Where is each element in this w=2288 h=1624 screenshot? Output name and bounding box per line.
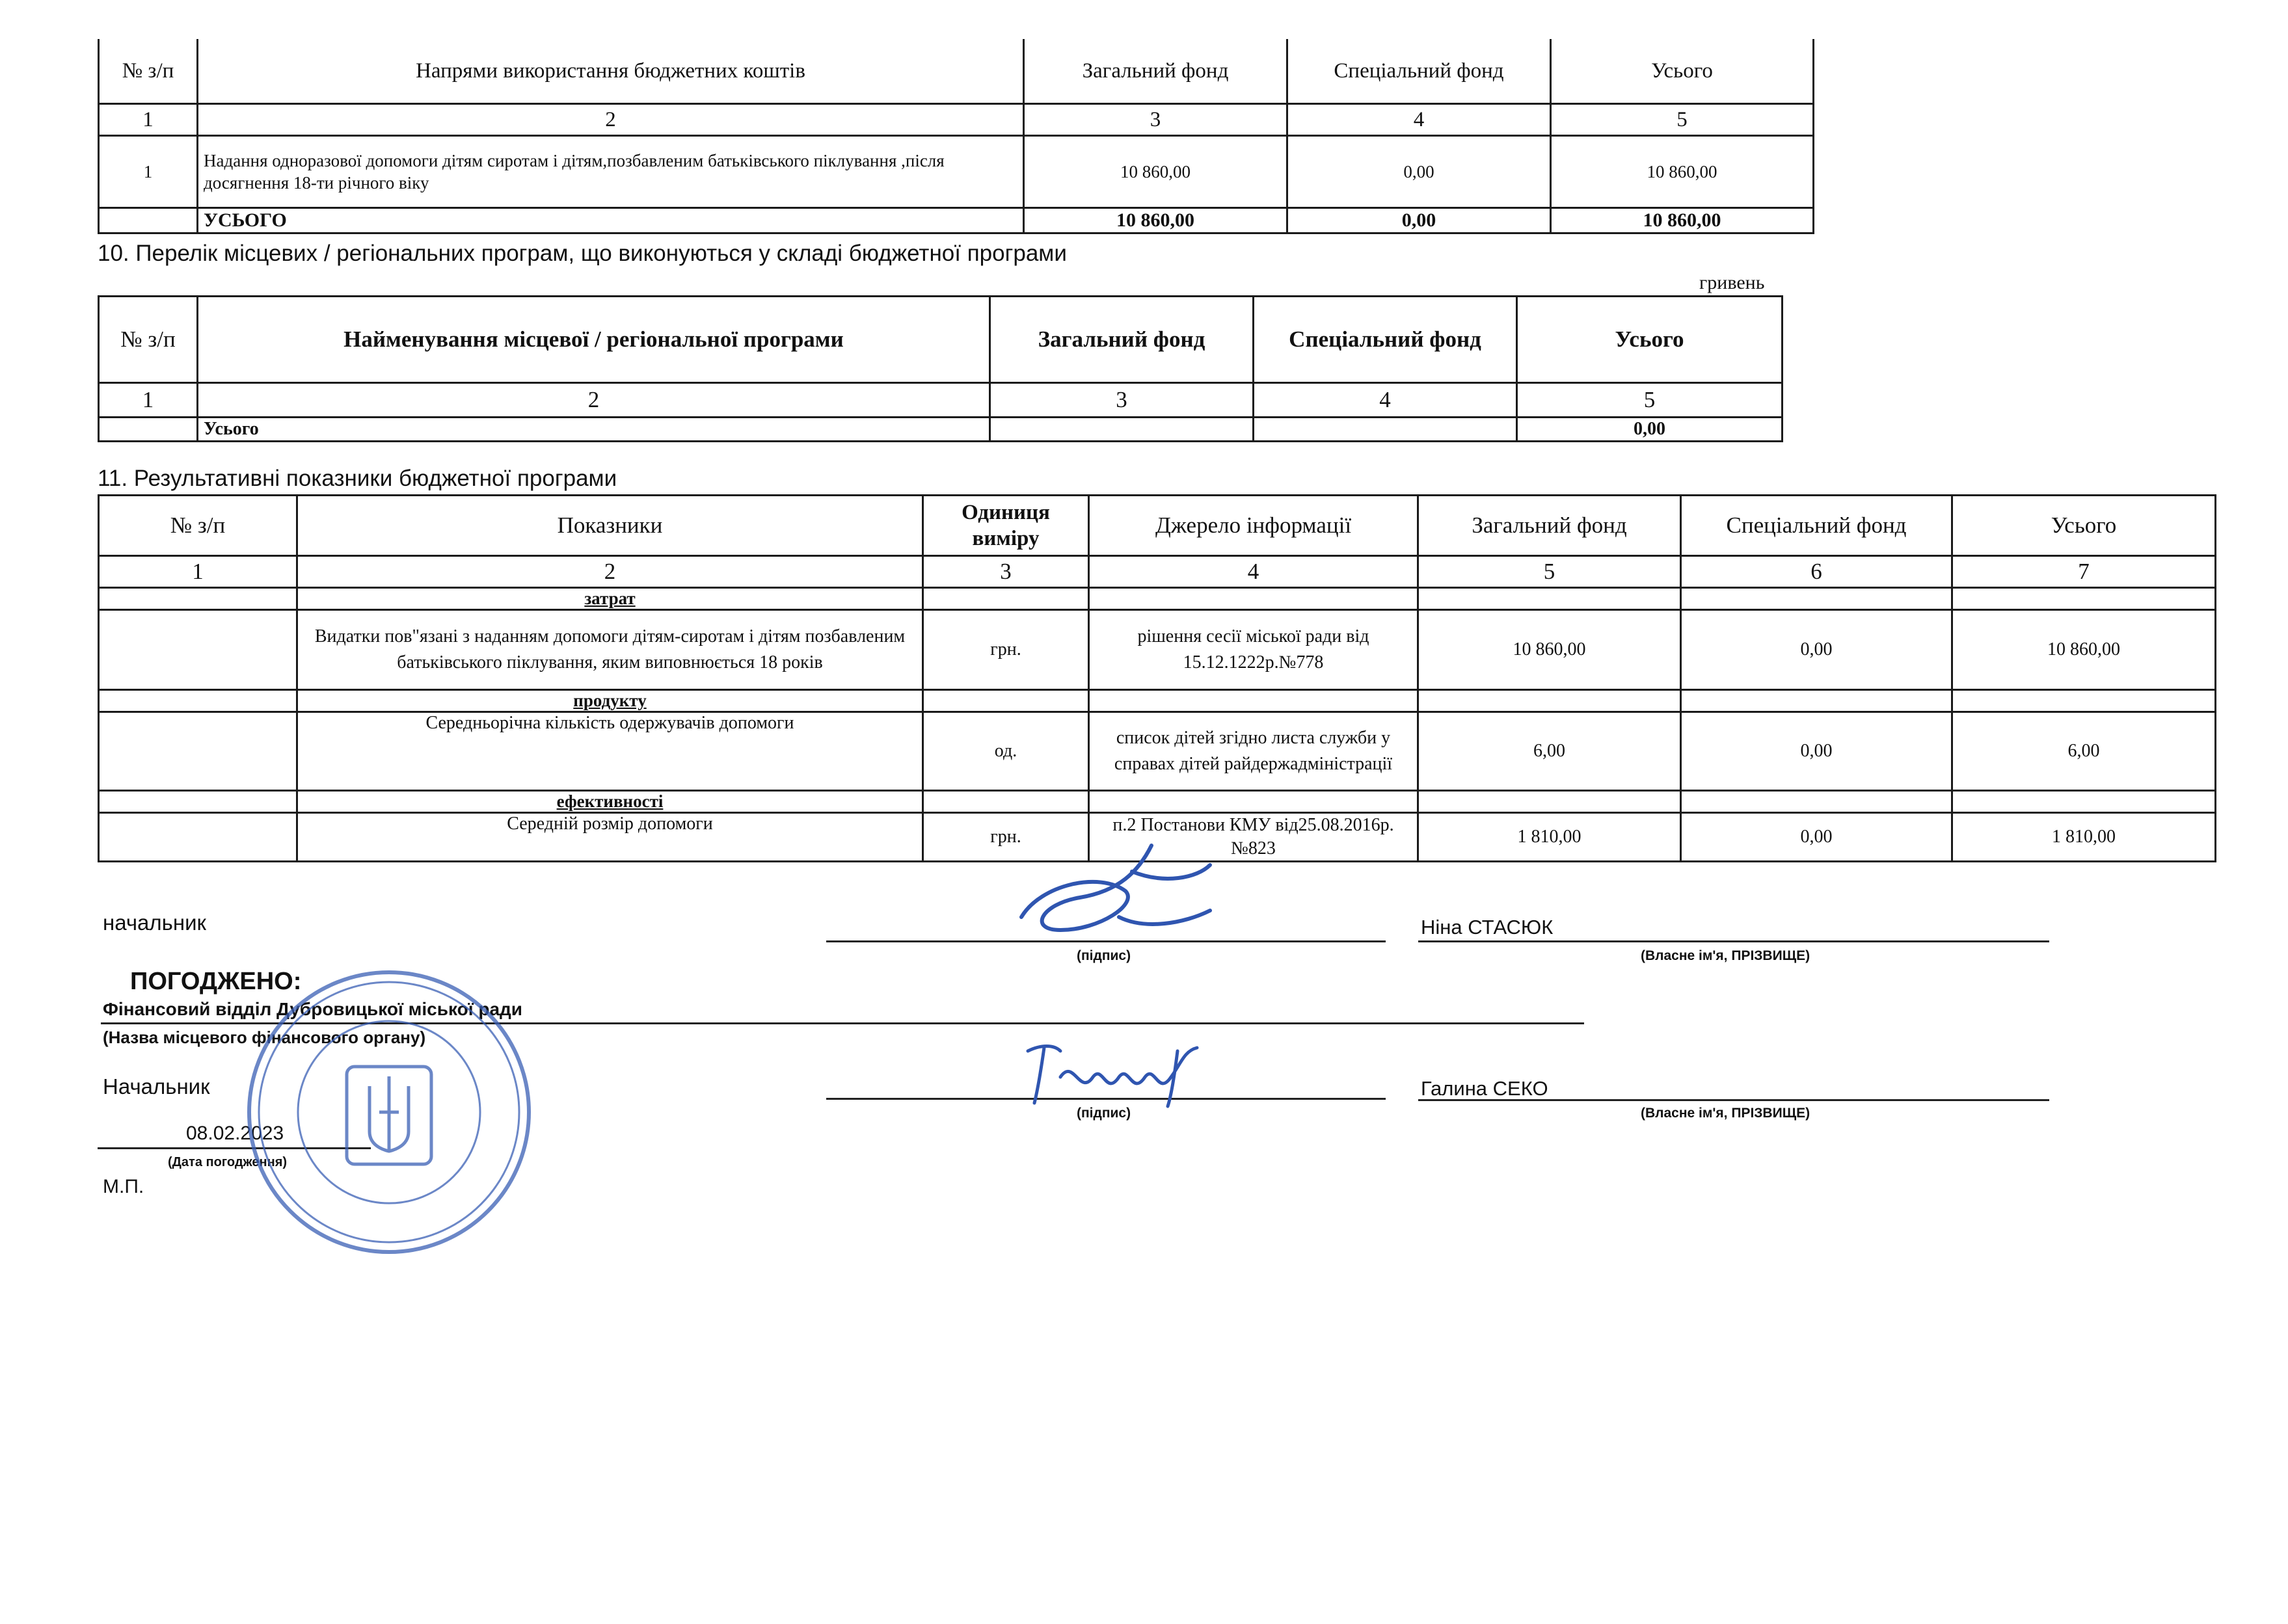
- unit: грн.: [923, 813, 1089, 862]
- unit: грн.: [923, 610, 1089, 690]
- total-row: [99, 418, 1783, 442]
- col-number: 5: [1517, 383, 1783, 418]
- indicator-text: Видатки пов"язані з наданням допомоги дітям-сиротам і дітям позбавленим батьківського піклування, яким виповнюється 18 років: [297, 610, 923, 690]
- row-number: 1: [99, 136, 198, 208]
- indicator-text: Середній розмір допомоги: [297, 813, 923, 862]
- total-fund: 6,00: [1952, 712, 2216, 791]
- table-row: [99, 712, 2216, 791]
- col-header: Найменування місцевої / регіональної програми: [198, 297, 990, 383]
- col-header: Спеціальний фонд: [1287, 39, 1551, 104]
- sign-caption: (підпис): [1077, 948, 1131, 963]
- total-label: УСЬОГО: [198, 208, 1024, 233]
- general-fund: 10 860,00: [1418, 610, 1681, 690]
- name-caption: (Власне ім'я, ПРІЗВИЩЕ): [1641, 948, 1810, 963]
- name-line: [1418, 940, 2049, 942]
- col-number: 6: [1681, 556, 1952, 588]
- total-fund: 10 860,00: [1551, 136, 1814, 208]
- head-label: начальник: [103, 911, 206, 935]
- source: рішення сесії міської ради від 15.12.1222р.№778: [1089, 610, 1418, 690]
- section-name: ефективності: [297, 791, 923, 813]
- section-name: затрат: [297, 588, 923, 610]
- special-fund: 0,00: [1681, 712, 1952, 791]
- col-number: 1: [99, 104, 198, 136]
- section10-title: 10. Перелік місцевих / регіональних програм, що виконуються у складі бюджетної програми: [98, 241, 1067, 266]
- total-special: 0,00: [1287, 208, 1551, 233]
- general-fund: 6,00: [1418, 712, 1681, 791]
- fin-head-name: Галина СЕКО: [1421, 1077, 1548, 1100]
- date-caption: (Дата погодження): [168, 1155, 288, 1169]
- col-number: 4: [1254, 383, 1517, 418]
- col-number: 2: [297, 556, 923, 588]
- col-number: 1: [99, 556, 297, 588]
- local-programs-table: [98, 295, 1783, 442]
- section-row: [99, 690, 2216, 712]
- col-header: Спеціальний фонд: [1681, 496, 1952, 556]
- total-total: 10 860,00: [1551, 208, 1814, 233]
- col-header: Джерело інформації: [1089, 496, 1418, 556]
- table-row: [99, 610, 2216, 690]
- approved-label: ПОГОДЖЕНО:: [130, 968, 302, 995]
- direction-text: Надання одноразової допомоги дітям сиротам і дітям,позбавленим батьківського піклування ,після досягнення 18-ти річного віку: [198, 136, 1024, 208]
- col-number: 4: [1089, 556, 1418, 588]
- special-fund: 0,00: [1681, 813, 1952, 862]
- signature-mark: [1002, 832, 1223, 956]
- col-header: Усього: [1517, 297, 1783, 383]
- table-row: [99, 136, 1814, 208]
- col-header: Загальний фонд: [990, 297, 1254, 383]
- col-number: 5: [1418, 556, 1681, 588]
- name-caption: (Власне ім'я, ПРІЗВИЩЕ): [1641, 1106, 1810, 1121]
- col-header: № з/п: [99, 39, 198, 104]
- section11-title: 11. Результативні показники бюджетної програми: [98, 466, 617, 491]
- col-header: Усього: [1952, 496, 2216, 556]
- unit-label: гривень: [1699, 272, 1765, 293]
- approval-date: 08.02.2023: [186, 1123, 284, 1144]
- general-fund: 10 860,00: [1024, 136, 1287, 208]
- mp-label: М.П.: [103, 1176, 144, 1197]
- fin-org-caption: (Назва місцевого фінансового органу): [103, 1028, 426, 1047]
- source: п.2 Постанови КМУ від25.08.2016р. №823: [1089, 813, 1418, 862]
- special-fund: 0,00: [1287, 136, 1551, 208]
- col-number: 2: [198, 383, 990, 418]
- col-header: Показники: [297, 496, 923, 556]
- source: список дітей згідно листа служби у справах дітей райдержадміністрації: [1089, 712, 1418, 791]
- col-header: Напрями використання бюджетних коштів: [198, 39, 1024, 104]
- unit: од.: [923, 712, 1089, 791]
- col-number: 4: [1287, 104, 1551, 136]
- col-header: Одиниця виміру: [923, 496, 1089, 556]
- col-number: 7: [1952, 556, 2216, 588]
- special-fund: 0,00: [1681, 610, 1952, 690]
- signature-mark: [1015, 1038, 1223, 1116]
- fin-head-label: Начальник: [103, 1074, 210, 1098]
- total-label: Усього: [198, 418, 990, 442]
- directions-table: [98, 39, 1814, 234]
- col-number: 3: [1024, 104, 1287, 136]
- indicator-text: Середньорічна кількість одержувачів допомоги: [297, 712, 923, 791]
- col-header: Загальний фонд: [1024, 39, 1287, 104]
- head-name: Ніна СТАСЮК: [1421, 916, 1554, 938]
- col-number: 3: [923, 556, 1089, 588]
- section-row: [99, 588, 2216, 610]
- name-line: [1418, 1099, 2049, 1101]
- total-general: 10 860,00: [1024, 208, 1287, 233]
- fin-org: Фінансовий відділ Дубровицької міської ради: [103, 999, 523, 1019]
- total-row: [99, 208, 1814, 233]
- col-header: Спеціальний фонд: [1254, 297, 1517, 383]
- col-number: 5: [1551, 104, 1814, 136]
- official-stamp: [239, 963, 539, 1262]
- section-name: продукту: [297, 690, 923, 712]
- col-header: № з/п: [99, 297, 198, 383]
- general-fund: 1 810,00: [1418, 813, 1681, 862]
- col-header: Усього: [1551, 39, 1814, 104]
- col-number: 2: [198, 104, 1024, 136]
- total-total: 0,00: [1517, 418, 1783, 442]
- col-number: 1: [99, 383, 198, 418]
- indicators-table: [98, 494, 2216, 862]
- col-number: 3: [990, 383, 1254, 418]
- col-header: № з/п: [99, 496, 297, 556]
- total-fund: 10 860,00: [1952, 610, 2216, 690]
- col-header: Загальний фонд: [1418, 496, 1681, 556]
- total-fund: 1 810,00: [1952, 813, 2216, 862]
- sign-caption: (підпис): [1077, 1106, 1131, 1121]
- section-row: [99, 791, 2216, 813]
